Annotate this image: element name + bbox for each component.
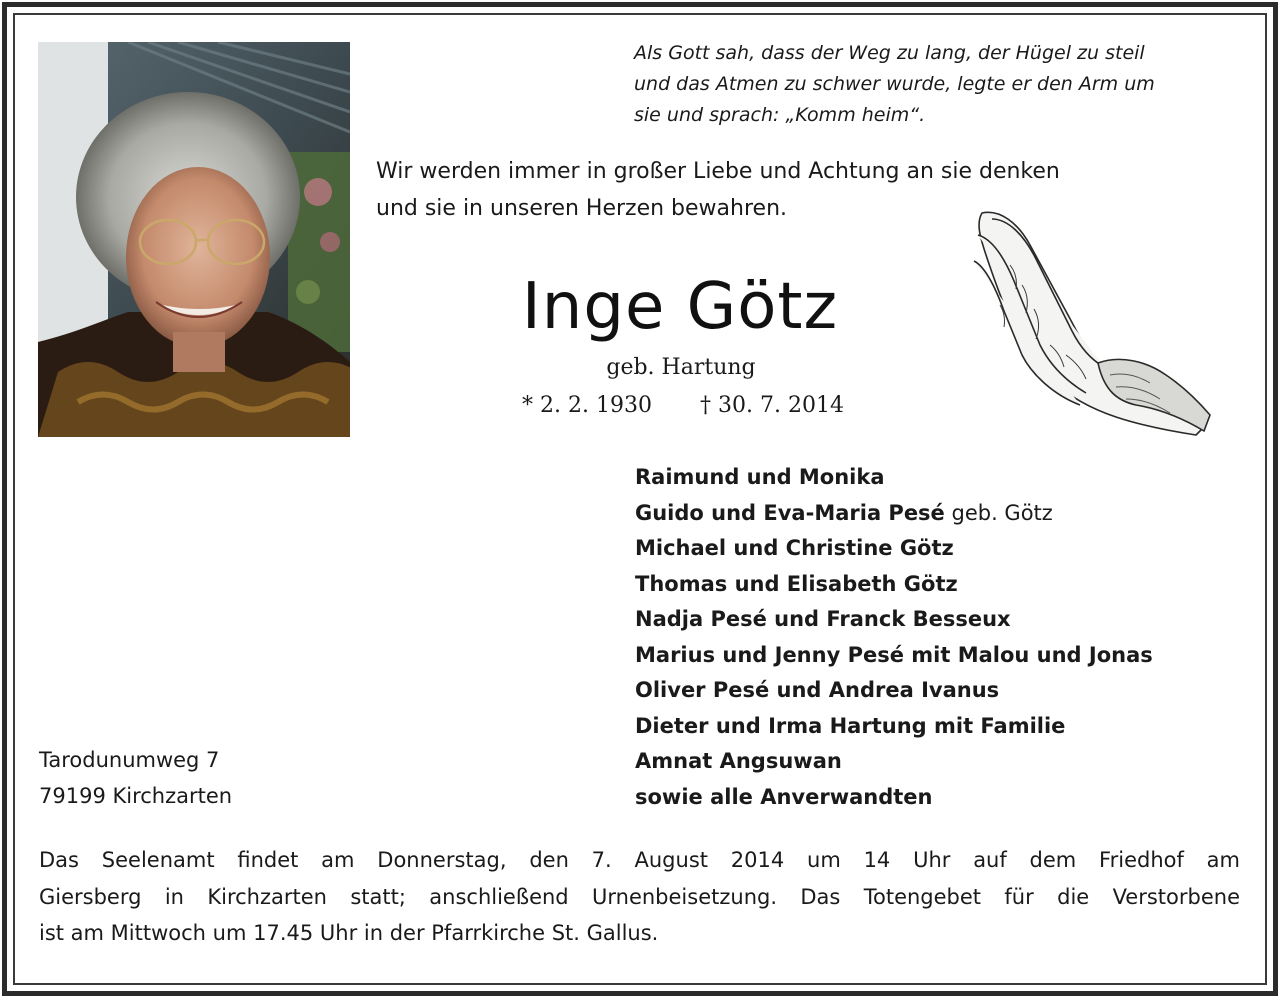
portrait-photo	[38, 42, 350, 437]
tribute-line: und sie in unseren Herzen bewahren.	[376, 196, 788, 221]
service-notice	[39, 842, 1240, 952]
mourner-name: Thomas und Elisabeth Götz	[635, 571, 958, 596]
mourner-name: sowie alle Anverwandten	[635, 784, 933, 809]
maiden-name: geb. Hartung	[606, 355, 756, 380]
mourner-line	[635, 531, 1153, 567]
quote-line: und das Atmen zu schwer wurde, legte er den Arm um	[634, 73, 1155, 95]
mourner-line	[635, 496, 1153, 532]
mourner-name: Amnat Angsuwan	[635, 749, 842, 773]
mourner-name: Guido und Eva-Maria Pesé	[635, 500, 945, 525]
notice-line: ist am Mittwoch um 17.45 Uhr in der Pfarrkirche St. Gallus.	[39, 921, 659, 945]
mourner-line	[635, 780, 1153, 816]
birth-date: * 2. 2. 1930	[522, 393, 652, 418]
mourner-line	[635, 602, 1153, 638]
death-date: † 30. 7. 2014	[700, 393, 844, 418]
mourner-line	[635, 460, 1153, 496]
tribute-line: Wir werden immer in großer Liebe und Achtung an sie denken	[376, 159, 1060, 184]
mourner-line	[635, 709, 1153, 745]
quote-line: Als Gott sah, dass der Weg zu lang, der Hügel zu steil	[634, 42, 1145, 64]
poem-quote	[634, 38, 1234, 131]
mourner-name: Dieter und Irma Hartung mit Familie	[635, 713, 1066, 738]
tribute-text	[376, 153, 1060, 227]
mourner-name: Michael und Christine Götz	[635, 536, 954, 560]
address-street: Tarodunumweg 7	[39, 748, 220, 772]
mourner-name: Oliver Pesé und Andrea Ivanus	[635, 678, 1000, 702]
address-block	[39, 742, 232, 814]
notice-line: Giersberg in Kirchzarten statt; anschließend Urnenbeisetzung. Das Totengebet für die Verstorbene	[39, 884, 1240, 909]
address-city: 79199 Kirchzarten	[39, 784, 233, 808]
deceased-name: Inge Götz	[521, 270, 839, 344]
notice-line: Das Seelenamt findet am Donnerstag, den 7. August 2014 um 14 Uhr auf dem Friedhof am	[39, 848, 1240, 872]
mourner-name: Marius und Jenny Pesé mit Malou und Jonas	[635, 642, 1153, 667]
praying-hands-icon	[970, 205, 1212, 437]
mourner-name: Nadja Pesé und Franck Besseux	[635, 607, 1011, 631]
mourner-line	[635, 567, 1153, 603]
mourner-line	[635, 673, 1153, 709]
mourner-note: geb. Götz	[944, 500, 1053, 525]
mourner-line	[635, 744, 1153, 780]
mourner-name: Raimund und Monika	[635, 465, 885, 489]
mourner-line	[635, 638, 1153, 674]
quote-line: sie und sprach: „Komm heim“.	[634, 104, 926, 126]
mourners-list	[635, 460, 1153, 815]
